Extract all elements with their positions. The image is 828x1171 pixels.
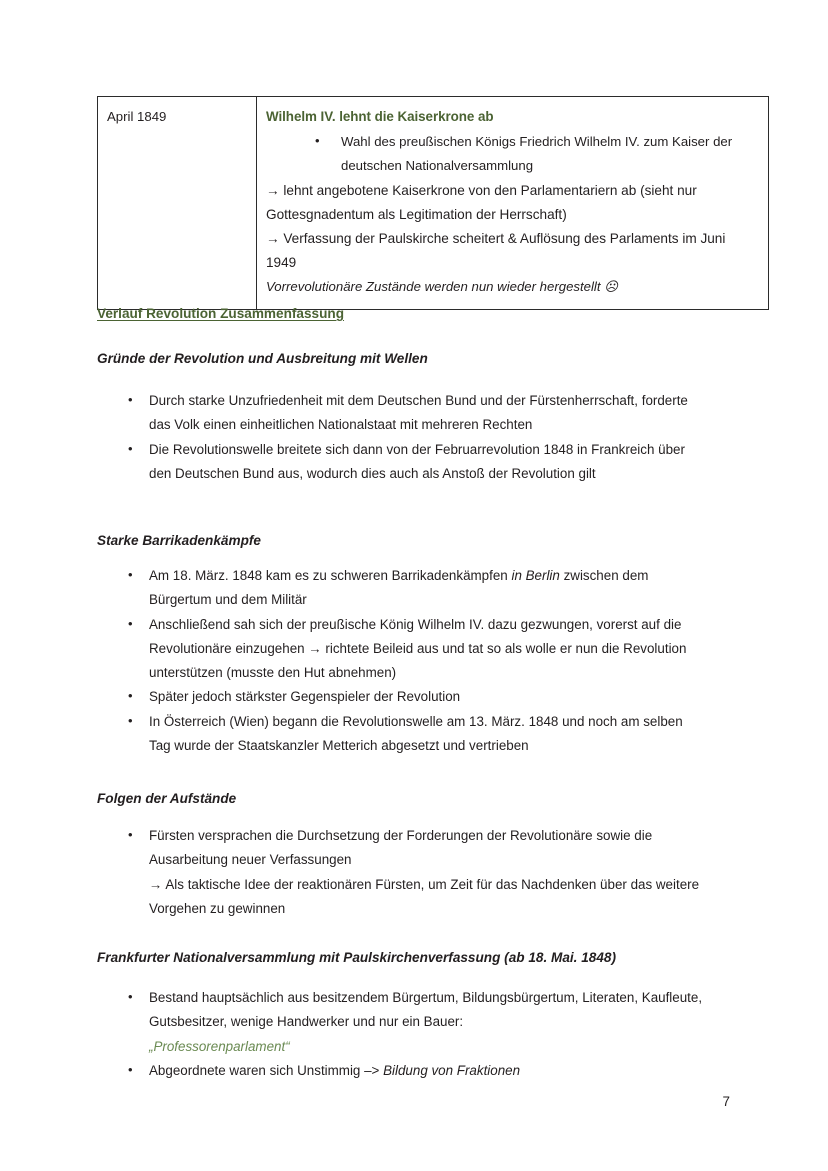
bullet-list-folgen: [97, 824, 707, 921]
list-item-text: Durch starke Unzufriedenheit mit dem Deutschen Bund und der Fürstenherrschaft, forderte das Volk einen einheitlichen Nationalstaat mit mehreren Rechten: [149, 393, 688, 433]
text-fragment: Am 18. März. 1848 kam es zu schweren Barrikadenkämpfen: [149, 568, 512, 583]
list-item: [97, 438, 707, 487]
list-item: [97, 389, 707, 438]
table-row: [98, 97, 769, 310]
page-number: 7: [722, 1094, 730, 1109]
bullet-icon: •: [128, 688, 133, 704]
list-item-text: In Österreich (Wien) begann die Revolutionswelle am 13. März. 1848 und noch am selben Tag wurde der Staatskanzler Metterich abgesetzt und vertrieben: [149, 713, 683, 754]
text-fragment-italic: Bildung von Fraktionen: [383, 1062, 521, 1078]
text-fragment: Abgeordnete waren sich Unstimmig –>: [149, 1062, 384, 1078]
text-fragment-italic: in Berlin: [511, 568, 560, 583]
text-fragment: Fürsten versprachen die Durchsetzung der Forderungen der Revolutionäre sowie die Ausarbeitung neuer Verfassungen: [149, 828, 653, 868]
bullet-icon: •: [128, 989, 133, 1004]
list-item-text: [149, 568, 648, 607]
section-heading-folgen: Folgen der Aufstände: [97, 791, 237, 806]
table-arrow-line: → Verfassung der Paulskirche scheitert & Auflösung des Parlaments im Juni 1949: [266, 231, 726, 271]
list-item: [97, 824, 707, 921]
text-fragment: zwischen dem Bürgertum und dem Militär: [149, 568, 649, 608]
table-closing-note: Vorrevolutionäre Zustände werden nun wieder hergestellt ☹: [266, 279, 618, 295]
table-cell-title: Wilhelm IV. lehnt die Kaiserkrone ab: [266, 109, 494, 124]
list-item-text: Später jedoch stärkster Gegenspieler der Revolution: [149, 689, 461, 705]
bullet-icon: •: [128, 615, 133, 631]
bullet-icon: •: [128, 712, 133, 728]
list-item: [97, 1059, 707, 1083]
table-cell-content: [257, 97, 769, 310]
table-arrow-line: → lehnt angebotene Kaiserkrone von den Parlamentariern ab (sieht nur Gottesgnadentum als Legitimation der Herrschaft): [266, 182, 697, 222]
list-item: [97, 564, 707, 613]
bullet-list-barrikadenkaempfe: [97, 564, 707, 758]
text-fragment: Bestand hauptsächlich aus besitzendem Bürgertum, Bildungsbürgertum, Literaten, Kaufleute, Gutsbesitzer, wenige Handwerker und nur ein Bauer:: [149, 990, 703, 1030]
bullet-icon: •: [128, 567, 133, 582]
bullet-icon: •: [128, 440, 133, 456]
bullet-icon: •: [128, 827, 133, 842]
list-item-text: Wahl des preußischen Königs Friedrich Wilhelm IV. zum Kaiser der deutschen Nationalversammlung: [341, 134, 733, 174]
bullet-icon: •: [128, 1061, 133, 1077]
list-item-text: [149, 1063, 520, 1078]
list-item-text: [149, 990, 707, 1059]
list-item: [97, 613, 707, 686]
page-title: Verlauf Revolution Zusammenfassung: [97, 306, 345, 321]
section-heading-gruende: Gründe der Revolution und Ausbreitung mit Wellen: [97, 351, 428, 366]
table-bullet-list: [266, 130, 759, 178]
list-item-text: Die Revolutionswelle breitete sich dann von der Februarrevolution 1848 in Frankreich über den Deutschen Bund aus, wodurch dies auch als Anstoß der Revolution gilt: [149, 441, 685, 481]
list-item: [97, 986, 707, 1059]
list-item: [97, 685, 707, 709]
arrow-note: → Als taktische Idee der reaktionären Fürsten, um Zeit für das Nachdenken über das weitere Vorgehen zu gewinnen: [149, 876, 700, 916]
bullet-icon: •: [315, 133, 320, 149]
list-item: [266, 130, 759, 178]
table-cell-date: April 1849: [98, 97, 257, 310]
bullet-list-gruende: [97, 389, 707, 486]
list-item-text: Anschließend sah sich der preußische König Wilhelm IV. dazu gezwungen, vorerst auf die Revolutionäre einzugehen → richtete Beileid aus und tat so als wolle er nun die Revolution unterstützen (musste den Hut abnehmen): [149, 616, 687, 681]
timeline-table: [97, 96, 769, 310]
list-item-text: [149, 828, 707, 921]
quoted-term: „Professorenparlament“: [149, 1038, 290, 1054]
section-heading-frankfurter-nationalversammlung: Frankfurter Nationalversammlung mit Paulskirchenverfassung (ab 18. Mai. 1848): [97, 950, 617, 965]
list-item: [97, 710, 707, 759]
bullet-list-frankfurter: [97, 986, 707, 1083]
section-heading-barrikadenkaempfe: Starke Barrikadenkämpfe: [97, 533, 261, 548]
bullet-icon: •: [128, 392, 133, 407]
